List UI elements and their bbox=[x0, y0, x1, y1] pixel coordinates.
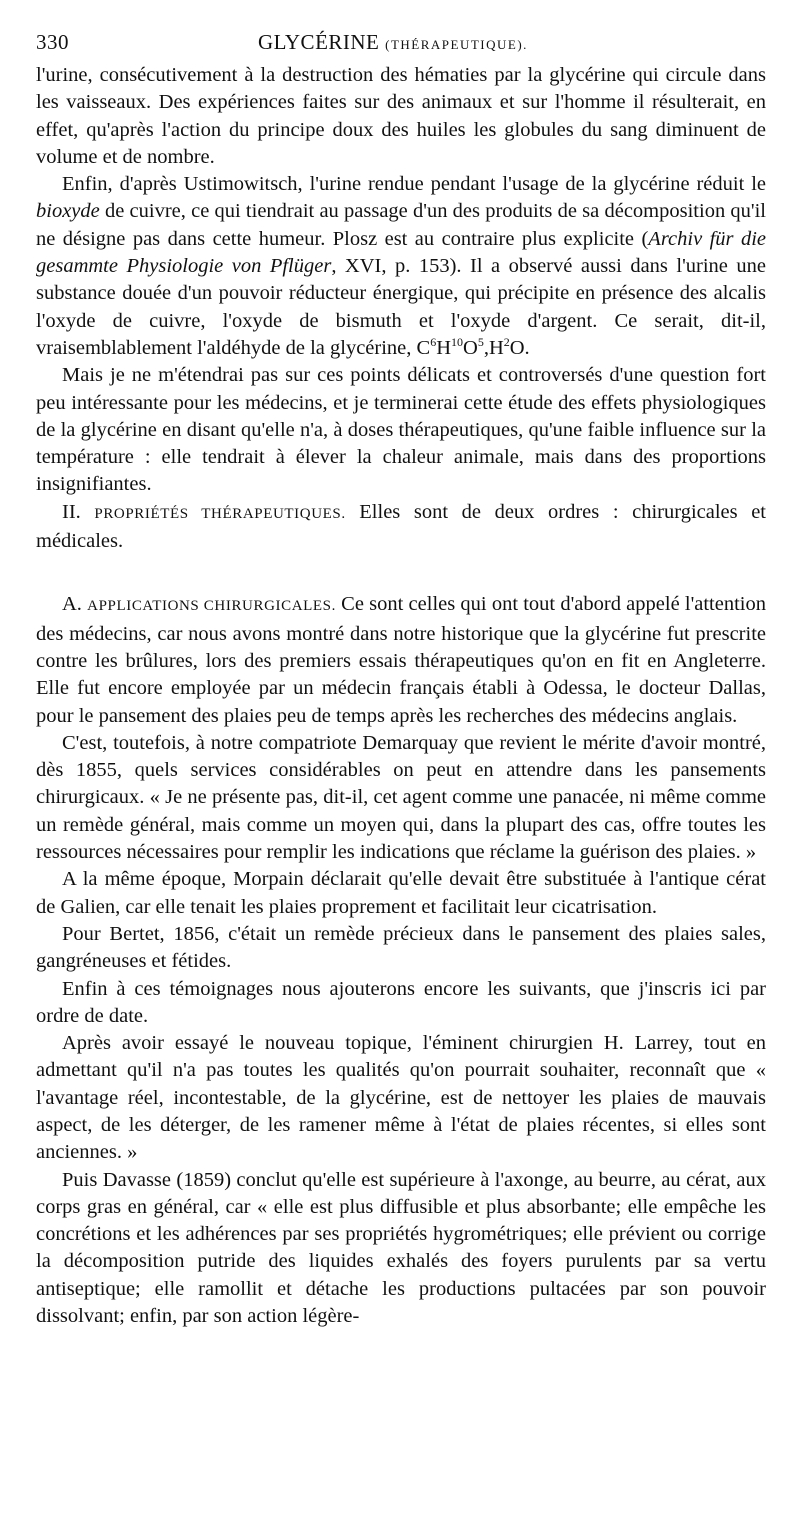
superscript: 2 bbox=[503, 335, 510, 350]
paragraph bbox=[36, 976, 766, 1031]
running-title-main: GLYCÉRINE bbox=[258, 30, 380, 54]
text-run: de cuivre, ce qui tiendrait au passage d'un des produits de sa décomposition qu'il ne désigne pas dans cette humeur. Plosz est au contraire plus explicite ( bbox=[36, 200, 766, 250]
paragraph bbox=[36, 1167, 766, 1331]
text-run: O. bbox=[509, 336, 530, 359]
text-run: , XVI, p. 153). Il a observé aussi dans l'urine une substance douée d'un pouvoir réducteur énergique, qui précipite en présence des alcalis l'oxyde de cuivre, l'oxyde de bismuth et l'oxyde d'argent. Ce serait, dit-il, vraisemblablement l'aldéhyde de la glycérine, C bbox=[36, 255, 766, 359]
text-run: O bbox=[463, 336, 478, 359]
small-caps-heading: PROPRIÉTÉS THÉRAPEUTIQUES. bbox=[94, 505, 346, 522]
paragraph bbox=[36, 62, 766, 171]
text-run: C'est, toutefois, à notre compatriote Demarquay que revient le mérite d'avoir montré, dès 1855, quels services considérables on peut en attendre dans les pansements chirurgicaux. « Je ne présente pas, dit-il, cet agent comme une panacée, ni même comme un remède général, mais comme un moyen qui, dans la plupart des cas, offre toutes les ressources nécessaires pour remplir les indications que réclame la guérison des plaies. » bbox=[36, 731, 766, 864]
italic-text: bioxyde bbox=[36, 200, 100, 223]
superscript: 10 bbox=[451, 335, 463, 350]
subsection-heading-paragraph bbox=[36, 591, 766, 729]
text-run: Pour Bertet, 1856, c'était un remède précieux dans le pansement des plaies sales, gangréneuses et fétides. bbox=[36, 922, 766, 973]
running-title-subtitle: (THÉRAPEUTIQUE). bbox=[385, 37, 528, 52]
text-run: Ce sont celles qui ont tout d'abord appelé l'attention des médecins, car nous avons montré dans notre historique que la glycérine fut prescrite contre les brûlures, lors des premiers essais thérapeutiques qu'on en fit en Angleterre. Elle fut encore employée par un médecin français établi à Odessa, le docteur Dallas, pour le pansement des plaies peu de temps après les recherches des médecins anglais. bbox=[36, 593, 766, 727]
text-run: A. bbox=[62, 593, 88, 616]
text-run: ,H bbox=[483, 336, 504, 359]
small-caps-heading: APPLICATIONS CHIRURGICALES. bbox=[87, 598, 336, 615]
paragraph bbox=[36, 730, 766, 866]
text-run: Enfin à ces témoignages nous ajouterons encore les suivants, que j'inscris ici par ordre de date. bbox=[36, 977, 766, 1027]
section-heading-paragraph bbox=[36, 499, 766, 556]
paragraph bbox=[36, 171, 766, 362]
text-run: l'urine, consécutivement à la destruction des hématies par la glycérine qui circule dans les vaisseaux. Des expériences faites sur des animaux et sur l'homme il résulterait, en effet, qu'après l'action du principe doux des huiles les globules du sang diminuent de volume et de nombre. bbox=[36, 64, 766, 168]
paragraph bbox=[36, 866, 766, 921]
superscript: 5 bbox=[477, 335, 484, 350]
text-run: Après avoir essayé le nouveau topique, l'éminent chirurgien H. Larrey, tout en admettant qu'il n'a pas toutes les qualités qu'on pourrait souhaiter, reconnaît que « l'avantage réel, incontestable, de la glycérine, est de nettoyer les plaies de mauvais aspect, de les déterger, de les ramener même à l'état de plaies récentes, si elles sont anciennes. » bbox=[36, 1032, 766, 1164]
paragraph bbox=[36, 362, 766, 498]
paragraph bbox=[36, 921, 766, 976]
text-run: Mais je ne m'étendrai pas sur ces points délicats et controversés d'une question fort peu intéressante pour les médecins, et je terminerai cette étude des effets physiologiques de la glycérine en disant qu'elle n'a, à doses thérapeutiques, qu'une faible influence sur la température : elle tendrait à élever la chaleur animale, mais dans des proportions insignifiantes. bbox=[36, 364, 766, 496]
text-run: Puis Davasse (1859) conclut qu'elle est supérieure à l'axonge, au beurre, au cérat, aux corps gras en général, car « elle est plus diffusible et plus absorbante; elle empêche les concrétions et les adhérences par ses propriétés hygrométriques; elle prévient ou corrige la décomposition putride des liquides exhalés des foyers purulents par sa vertu antiseptique; elle ramollit et détache les productions pultacées par son pouvoir dissolvant; enfin, par son action légère- bbox=[36, 1168, 766, 1328]
paragraph bbox=[36, 1030, 766, 1166]
text-run: Enfin, d'après Ustimowitsch, l'urine rendue pendant l'usage de la glycérine réduit le bbox=[62, 173, 766, 196]
page-number: 330 bbox=[36, 30, 69, 54]
running-title bbox=[258, 30, 528, 55]
text-run: Elles sont de deux ordres : chirurgicales et médicales. bbox=[36, 500, 766, 553]
text-run: H bbox=[436, 336, 451, 359]
section-gap bbox=[36, 555, 766, 591]
italic-text: Archiv für die gesammte Physiologie von Pflüger bbox=[36, 227, 767, 278]
text-run: A la même époque, Morpain déclarait qu'elle devait être substituée à l'antique cérat de Galien, car elle tenait les plaies proprement et facilitait leur cicatrisation. bbox=[36, 868, 766, 918]
text-run: II. bbox=[62, 500, 95, 523]
document-page bbox=[36, 30, 766, 1330]
superscript: 6 bbox=[430, 335, 437, 350]
page-header bbox=[36, 30, 766, 62]
